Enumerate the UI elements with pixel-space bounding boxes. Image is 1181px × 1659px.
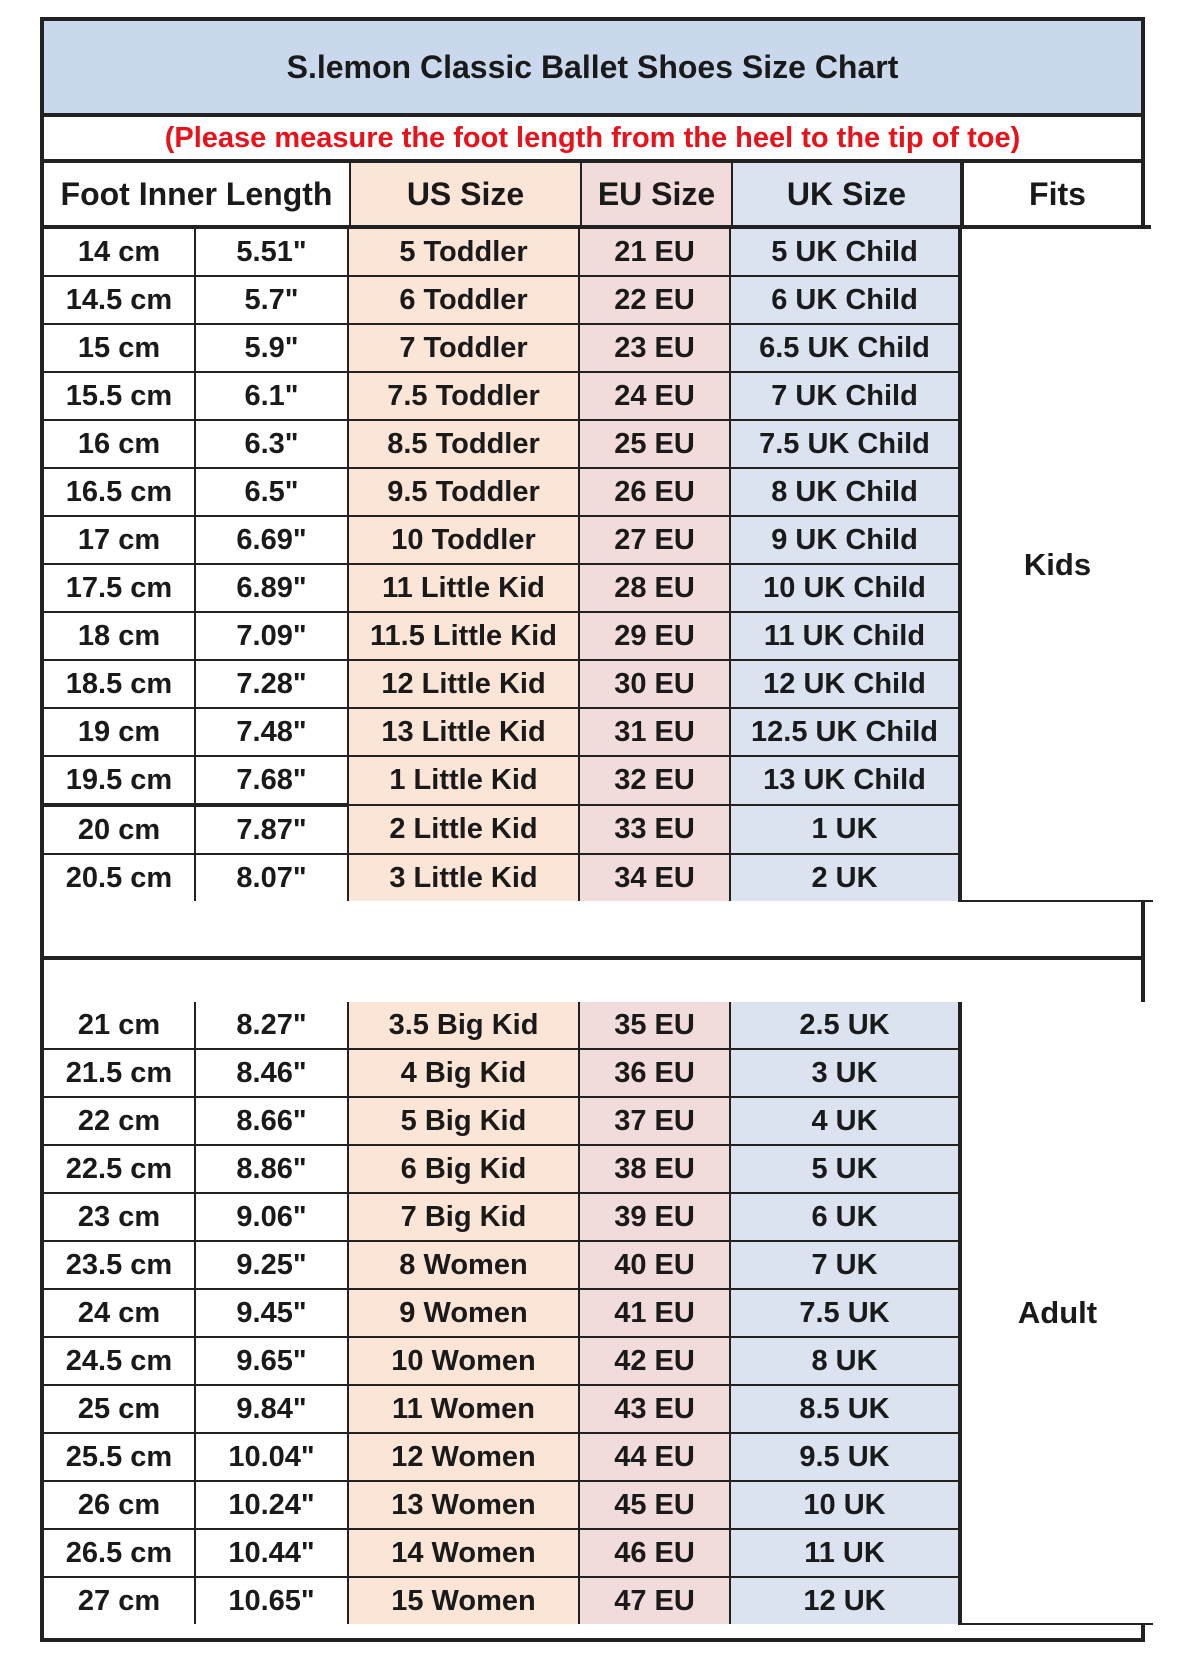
adult-table [44, 1002, 1153, 1625]
foot-length-inch-cell: 9.25" [195, 1241, 348, 1289]
table-row [44, 1002, 1153, 1049]
eu-size-cell: 47 EU [579, 1577, 730, 1624]
eu-size-cell: 46 EU [579, 1529, 730, 1577]
us-size-cell: 4 Big Kid [348, 1049, 579, 1097]
foot-length-cm-cell: 19 cm [44, 708, 195, 756]
foot-length-cm-cell: 14.5 cm [44, 276, 195, 324]
chart-title: S.lemon Classic Ballet Shoes Size Chart [44, 21, 1141, 117]
foot-length-inch-cell: 8.66" [195, 1097, 348, 1145]
foot-length-cm-cell: 24 cm [44, 1289, 195, 1337]
eu-size-cell: 29 EU [579, 612, 730, 660]
foot-length-inch-cell: 8.46" [195, 1049, 348, 1097]
eu-size-cell: 35 EU [579, 1002, 730, 1049]
eu-size-cell: 42 EU [579, 1337, 730, 1385]
kids-table [44, 229, 1153, 902]
us-size-cell: 14 Women [348, 1529, 579, 1577]
foot-length-cm-cell: 21.5 cm [44, 1049, 195, 1097]
eu-size-cell: 31 EU [579, 708, 730, 756]
us-size-cell: 10 Women [348, 1337, 579, 1385]
us-size-cell: 3 Little Kid [348, 854, 579, 901]
eu-size-cell: 43 EU [579, 1385, 730, 1433]
us-size-cell: 10 Toddler [348, 516, 579, 564]
us-size-cell: 13 Women [348, 1481, 579, 1529]
header-foot-length: Foot Inner Length [44, 163, 350, 227]
uk-size-cell: 7 UK Child [730, 372, 960, 420]
foot-length-inch-cell: 6.5" [195, 468, 348, 516]
header-fits: Fits [962, 163, 1151, 227]
eu-size-cell: 36 EU [579, 1049, 730, 1097]
eu-size-cell: 26 EU [579, 468, 730, 516]
us-size-cell: 7.5 Toddler [348, 372, 579, 420]
us-size-cell: 6 Big Kid [348, 1145, 579, 1193]
uk-size-cell: 2 UK [730, 854, 960, 901]
us-size-cell: 11 Little Kid [348, 564, 579, 612]
foot-length-cm-cell: 16 cm [44, 420, 195, 468]
uk-size-cell: 11 UK [730, 1529, 960, 1577]
eu-size-cell: 27 EU [579, 516, 730, 564]
us-size-cell: 6 Toddler [348, 276, 579, 324]
uk-size-cell: 4 UK [730, 1097, 960, 1145]
eu-size-cell: 34 EU [579, 854, 730, 901]
measure-note: (Please measure the foot length from the heel to the tip of toe) [44, 117, 1141, 163]
foot-length-inch-cell: 5.51" [195, 229, 348, 276]
uk-size-cell: 12.5 UK Child [730, 708, 960, 756]
uk-size-cell: 10 UK Child [730, 564, 960, 612]
foot-length-cm-cell: 17.5 cm [44, 564, 195, 612]
eu-size-cell: 44 EU [579, 1433, 730, 1481]
uk-size-cell: 5 UK [730, 1145, 960, 1193]
header-row [44, 163, 1151, 229]
uk-size-cell: 9.5 UK [730, 1433, 960, 1481]
foot-length-cm-cell: 15 cm [44, 324, 195, 372]
uk-size-cell: 1 UK [730, 805, 960, 854]
foot-length-inch-cell: 8.27" [195, 1002, 348, 1049]
foot-length-inch-cell: 10.65" [195, 1577, 348, 1624]
eu-size-cell: 22 EU [579, 276, 730, 324]
uk-size-cell: 8.5 UK [730, 1385, 960, 1433]
us-size-cell: 12 Little Kid [348, 660, 579, 708]
foot-length-inch-cell: 8.86" [195, 1145, 348, 1193]
uk-size-cell: 10 UK [730, 1481, 960, 1529]
foot-length-cm-cell: 24.5 cm [44, 1337, 195, 1385]
eu-size-cell: 23 EU [579, 324, 730, 372]
us-size-cell: 9 Women [348, 1289, 579, 1337]
us-size-cell: 7 Big Kid [348, 1193, 579, 1241]
foot-length-inch-cell: 9.06" [195, 1193, 348, 1241]
section-divider [44, 956, 1141, 1006]
eu-size-cell: 30 EU [579, 660, 730, 708]
foot-length-inch-cell: 6.1" [195, 372, 348, 420]
uk-size-cell: 2.5 UK [730, 1002, 960, 1049]
foot-length-cm-cell: 26.5 cm [44, 1529, 195, 1577]
foot-length-inch-cell: 9.84" [195, 1385, 348, 1433]
header-us-size: US Size [350, 163, 581, 227]
uk-size-cell: 13 UK Child [730, 756, 960, 805]
uk-size-cell: 6.5 UK Child [730, 324, 960, 372]
foot-length-cm-cell: 23 cm [44, 1193, 195, 1241]
eu-size-cell: 28 EU [579, 564, 730, 612]
foot-length-cm-cell: 22 cm [44, 1097, 195, 1145]
eu-size-cell: 25 EU [579, 420, 730, 468]
eu-size-cell: 21 EU [579, 229, 730, 276]
us-size-cell: 3.5 Big Kid [348, 1002, 579, 1049]
foot-length-inch-cell: 6.3" [195, 420, 348, 468]
us-size-cell: 2 Little Kid [348, 805, 579, 854]
eu-size-cell: 24 EU [579, 372, 730, 420]
foot-length-inch-cell: 6.89" [195, 564, 348, 612]
foot-length-cm-cell: 15.5 cm [44, 372, 195, 420]
eu-size-cell: 32 EU [579, 756, 730, 805]
header-eu-size: EU Size [581, 163, 732, 227]
foot-length-inch-cell: 7.87" [195, 805, 348, 854]
us-size-cell: 11.5 Little Kid [348, 612, 579, 660]
foot-length-cm-cell: 25 cm [44, 1385, 195, 1433]
foot-length-inch-cell: 8.07" [195, 854, 348, 901]
foot-length-cm-cell: 21 cm [44, 1002, 195, 1049]
foot-length-inch-cell: 7.48" [195, 708, 348, 756]
uk-size-cell: 5 UK Child [730, 229, 960, 276]
foot-length-cm-cell: 22.5 cm [44, 1145, 195, 1193]
table-row [44, 229, 1153, 276]
foot-length-cm-cell: 23.5 cm [44, 1241, 195, 1289]
fits-kids-cell: Kids [960, 229, 1153, 901]
foot-length-inch-cell: 5.7" [195, 276, 348, 324]
foot-length-inch-cell: 9.45" [195, 1289, 348, 1337]
us-size-cell: 11 Women [348, 1385, 579, 1433]
foot-length-cm-cell: 14 cm [44, 229, 195, 276]
foot-length-cm-cell: 26 cm [44, 1481, 195, 1529]
foot-length-inch-cell: 10.04" [195, 1433, 348, 1481]
foot-length-cm-cell: 20 cm [44, 805, 195, 854]
foot-length-inch-cell: 5.9" [195, 324, 348, 372]
eu-size-cell: 41 EU [579, 1289, 730, 1337]
uk-size-cell: 9 UK Child [730, 516, 960, 564]
us-size-cell: 1 Little Kid [348, 756, 579, 805]
foot-length-inch-cell: 10.24" [195, 1481, 348, 1529]
eu-size-cell: 40 EU [579, 1241, 730, 1289]
us-size-cell: 5 Toddler [348, 229, 579, 276]
uk-size-cell: 12 UK Child [730, 660, 960, 708]
eu-size-cell: 33 EU [579, 805, 730, 854]
foot-length-cm-cell: 20.5 cm [44, 854, 195, 901]
us-size-cell: 12 Women [348, 1433, 579, 1481]
us-size-cell: 5 Big Kid [348, 1097, 579, 1145]
foot-length-cm-cell: 18.5 cm [44, 660, 195, 708]
foot-length-cm-cell: 18 cm [44, 612, 195, 660]
foot-length-cm-cell: 25.5 cm [44, 1433, 195, 1481]
foot-length-cm-cell: 17 cm [44, 516, 195, 564]
foot-length-inch-cell: 9.65" [195, 1337, 348, 1385]
uk-size-cell: 6 UK [730, 1193, 960, 1241]
foot-length-inch-cell: 10.44" [195, 1529, 348, 1577]
eu-size-cell: 45 EU [579, 1481, 730, 1529]
foot-length-cm-cell: 27 cm [44, 1577, 195, 1624]
us-size-cell: 15 Women [348, 1577, 579, 1624]
header-uk-size: UK Size [732, 163, 962, 227]
foot-length-cm-cell: 19.5 cm [44, 756, 195, 805]
uk-size-cell: 6 UK Child [730, 276, 960, 324]
foot-length-inch-cell: 7.28" [195, 660, 348, 708]
uk-size-cell: 3 UK [730, 1049, 960, 1097]
uk-size-cell: 11 UK Child [730, 612, 960, 660]
eu-size-cell: 37 EU [579, 1097, 730, 1145]
foot-length-inch-cell: 7.09" [195, 612, 348, 660]
uk-size-cell: 7.5 UK Child [730, 420, 960, 468]
foot-length-inch-cell: 6.69" [195, 516, 348, 564]
uk-size-cell: 7.5 UK [730, 1289, 960, 1337]
eu-size-cell: 38 EU [579, 1145, 730, 1193]
us-size-cell: 9.5 Toddler [348, 468, 579, 516]
fits-adult-cell: Adult [960, 1002, 1153, 1624]
uk-size-cell: 12 UK [730, 1577, 960, 1624]
foot-length-cm-cell: 16.5 cm [44, 468, 195, 516]
uk-size-cell: 8 UK Child [730, 468, 960, 516]
size-chart [40, 17, 1145, 1642]
uk-size-cell: 8 UK [730, 1337, 960, 1385]
us-size-cell: 7 Toddler [348, 324, 579, 372]
foot-length-inch-cell: 7.68" [195, 756, 348, 805]
eu-size-cell: 39 EU [579, 1193, 730, 1241]
us-size-cell: 13 Little Kid [348, 708, 579, 756]
us-size-cell: 8.5 Toddler [348, 420, 579, 468]
us-size-cell: 8 Women [348, 1241, 579, 1289]
uk-size-cell: 7 UK [730, 1241, 960, 1289]
